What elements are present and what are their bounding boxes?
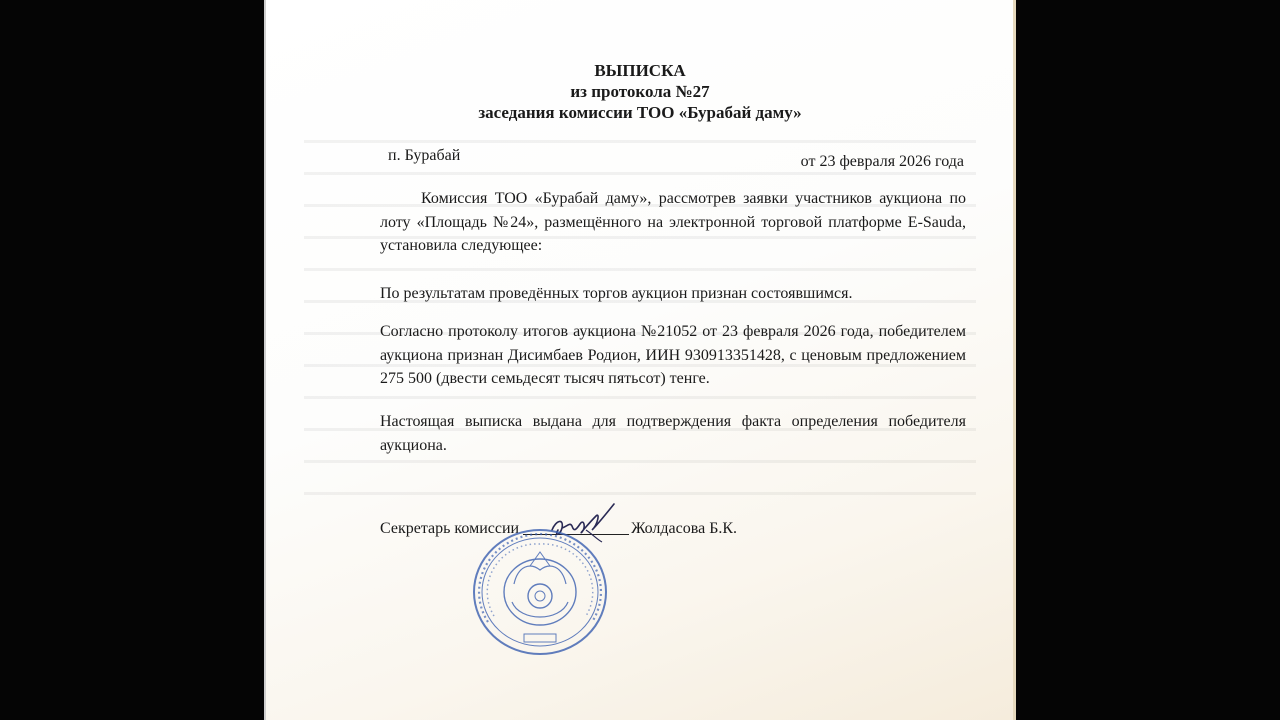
signatory-name: Жолдасова Б.К. [631, 520, 738, 537]
official-stamp-icon [470, 526, 610, 658]
document-subtitle-meeting: заседания комиссии ТОО «Бурабай даму» [478, 103, 802, 122]
paragraph-purpose: Настоящая выписка выдана для подтверждения факта определения победителя аукциона. [380, 413, 966, 454]
document-header [264, 60, 1016, 123]
paragraph-result: По результатам проведённых торгов аукцион признан состоявшимся. [380, 285, 853, 302]
paragraph-winner: Согласно протоколу итогов аукциона №21052 от 23 февраля 2026 года, победителем аукциона признан Дисимбаев Родион, ИИН 930913351428, с ценовым предложением 275 500 (двести семьдесят тысяч пятьсот) тенге. [380, 323, 966, 387]
document-subtitle-protocol: из протокола №27 [570, 82, 710, 101]
document-place: п. Бурабай [388, 147, 461, 164]
document-title: ВЫПИСКА [594, 61, 686, 80]
paragraph-commission: Комиссия ТОО «Бурабай даму», рассмотрев заявки участников аукциона по лоту «Площадь №24», размещённого на электронной торговой платформе E-Sauda, установила следующее: [380, 190, 966, 254]
signatory-role: Секретарь комиссии [380, 520, 520, 537]
document-date: от 23 февраля 2026 года [800, 153, 964, 170]
document-page [264, 0, 1016, 720]
